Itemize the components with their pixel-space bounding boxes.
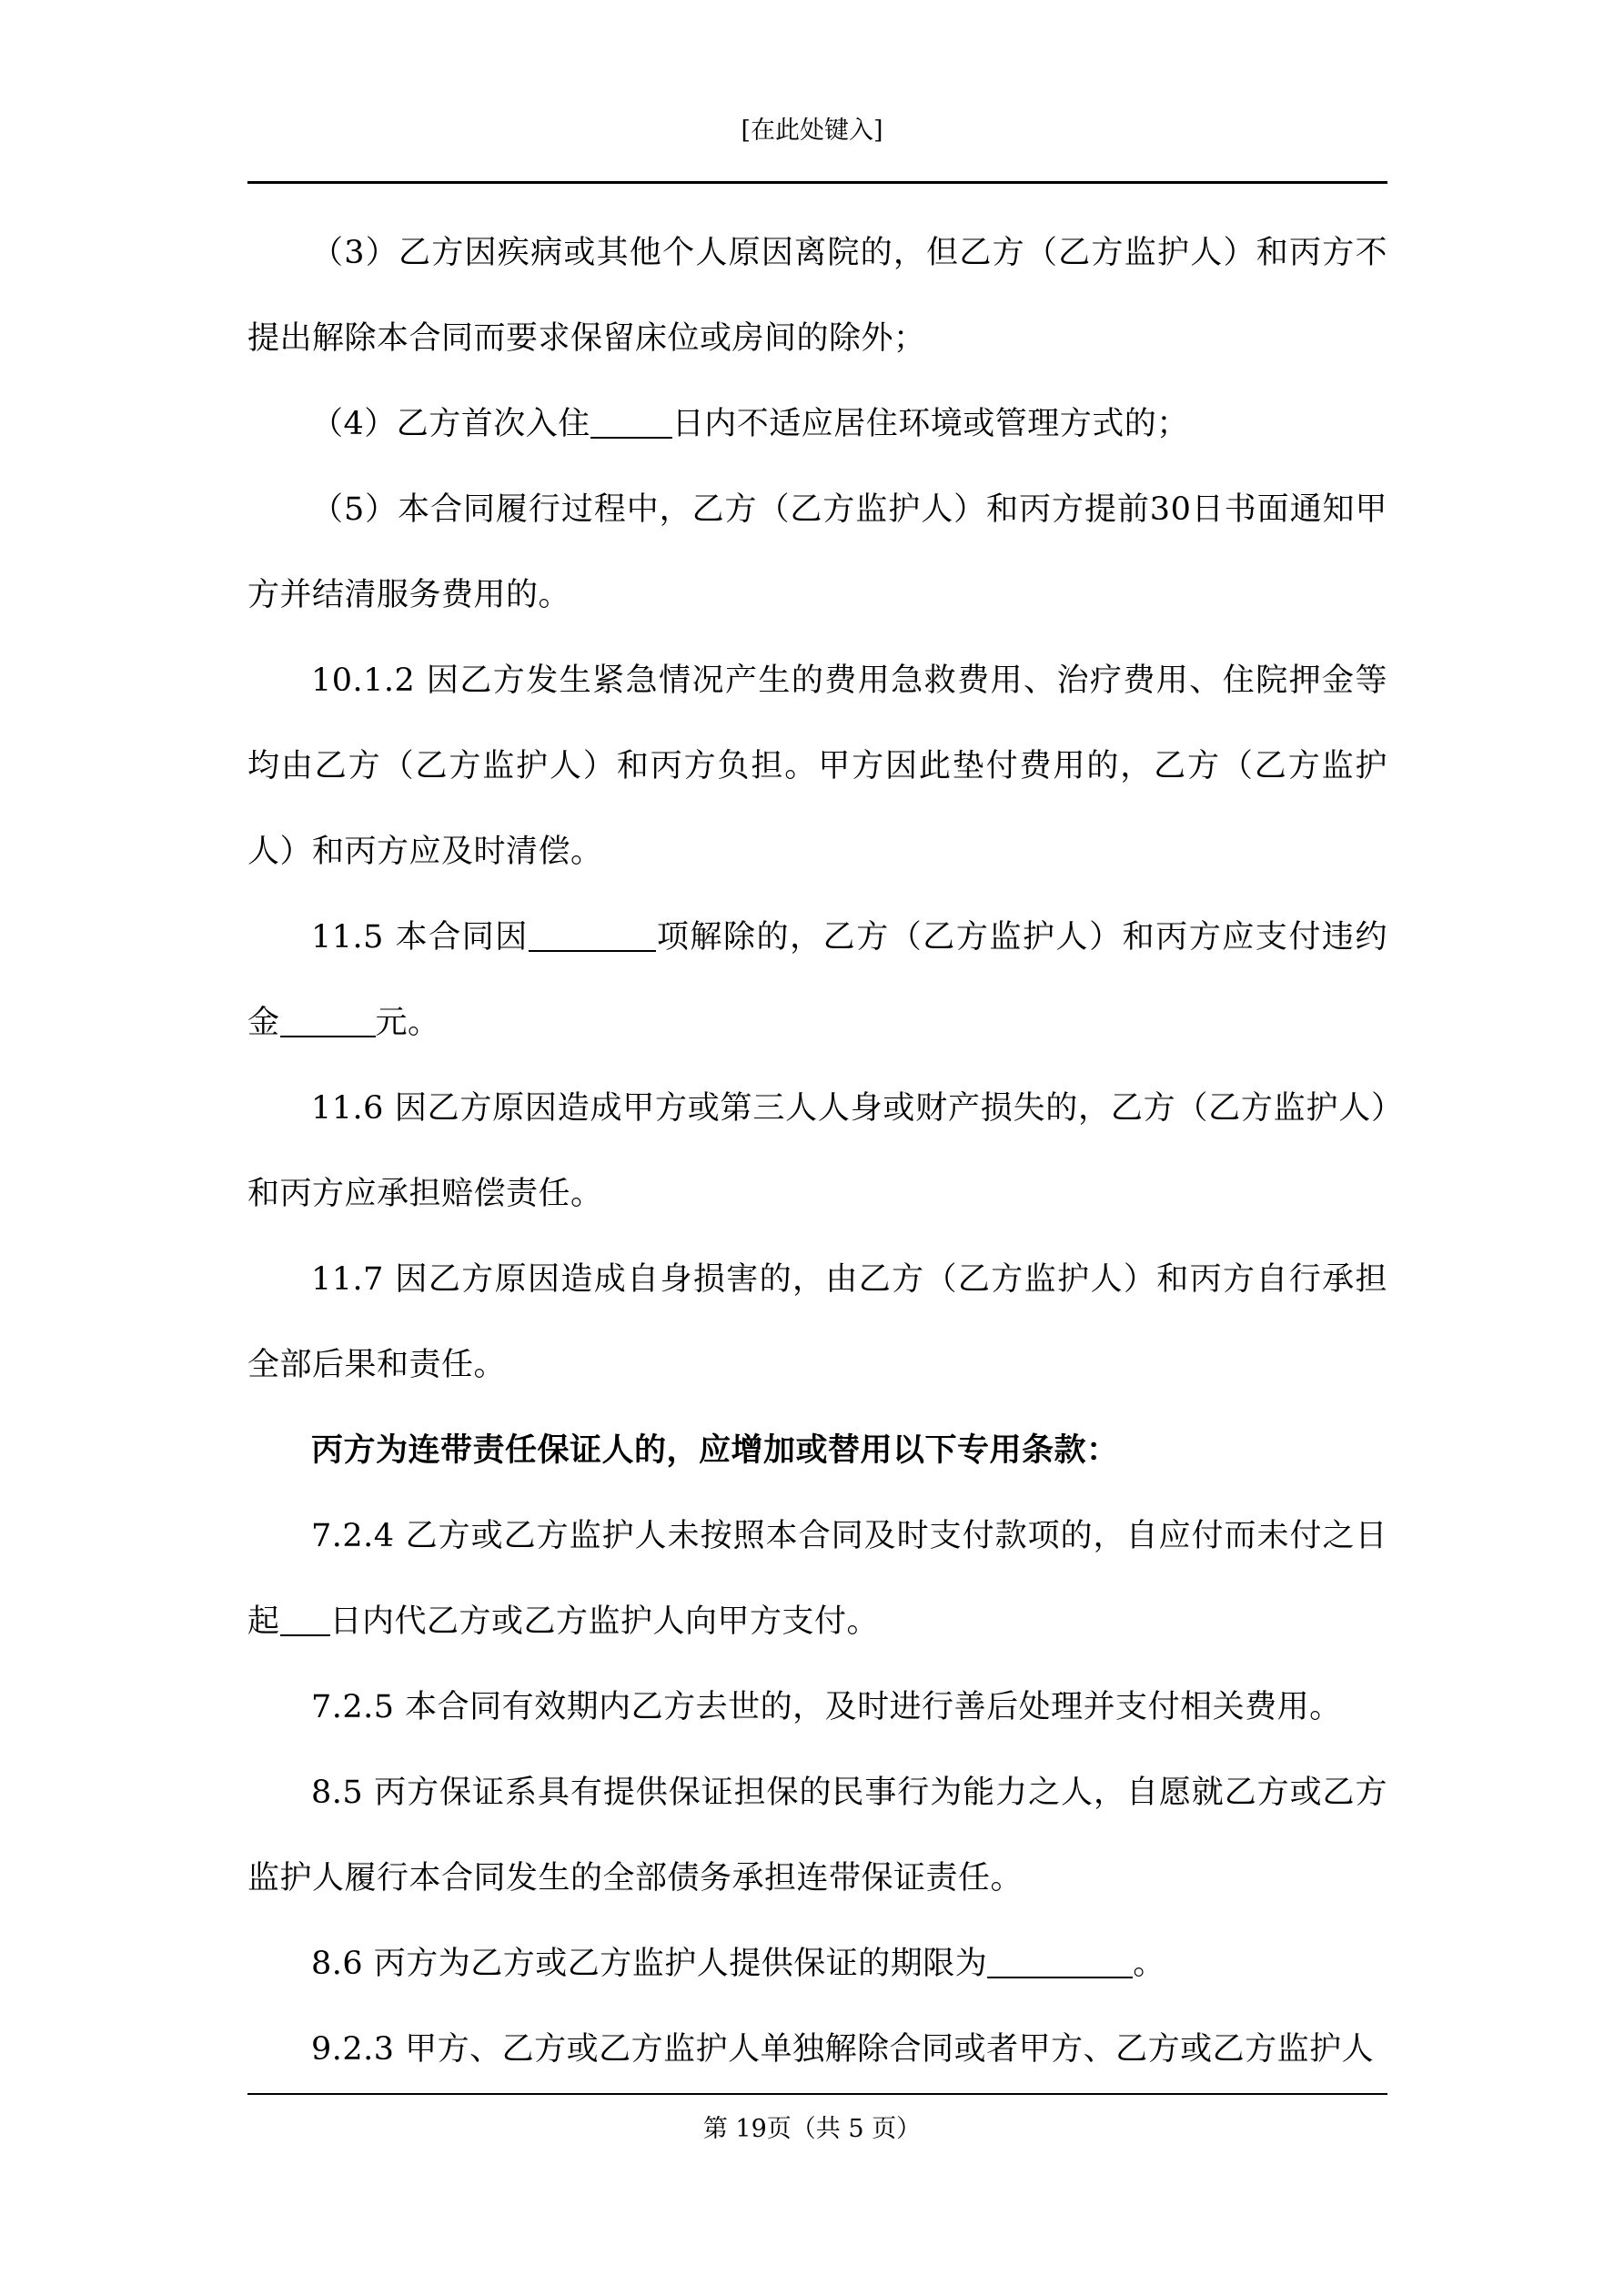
paragraph-text: 11.6 因乙方原因造成甲方或第三人人身或财产损失的，乙方（乙方监护人）和丙方应承担赔偿责任。 [247, 1090, 1387, 1212]
header-divider [247, 181, 1387, 184]
fill-in-blank-clause[interactable] [529, 918, 656, 952]
fill-in-blank-days[interactable] [280, 1603, 330, 1636]
page-header: [在此处键入] [741, 116, 883, 145]
paragraph-text: 11.5 本合同因 [311, 919, 529, 956]
paragraph-text: （5）本合同履行过程中，乙方（乙方监护人）和丙方提前30日书面通知甲方并结清服务费用的。 [247, 491, 1387, 613]
paragraph-text: 日内代乙方或乙方监护人向甲方支付。 [329, 1603, 880, 1640]
paragraph-text: 项解除的，乙方（乙方监护人）和丙方应支付违约金 [247, 919, 1387, 1041]
fill-in-blank-amount[interactable] [280, 1004, 376, 1037]
paragraph-clause-3 [247, 210, 1387, 381]
paragraph-text: （3）乙方因疾病或其他个人原因离院的，但乙方（乙方监护人）和丙方不提出解除本合同而要求保留床位或房间的除外； [247, 235, 1387, 357]
paragraph-text: 日内不适应居住环境或管理方式的； [671, 406, 1189, 442]
paragraph-text: 。 [1133, 1946, 1165, 1982]
paragraph-8-5 [247, 1750, 1387, 1921]
paragraph-text: （4）乙方首次入住 [311, 406, 590, 442]
heading-text: 丙方为连带责任保证人的，应增加或替用以下专用条款： [311, 1431, 1119, 1469]
paragraph-7-2-5 [247, 1664, 1387, 1750]
paragraph-text: 7.2.4 乙方或乙方监护人未按照本合同及时支付款项的，自应付而未付之日起 [247, 1518, 1387, 1640]
paragraph-7-2-4 [247, 1493, 1387, 1664]
paragraph-text: 9.2.3 甲方、乙方或乙方监护人单独解除合同或者甲方、乙方或乙方监护人 [311, 2031, 1375, 2068]
section-heading-guarantor [247, 1408, 1387, 1493]
paragraph-clause-4 [247, 381, 1387, 467]
paragraph-9-2-3 [247, 2007, 1387, 2092]
paragraph-11-7 [247, 1237, 1387, 1408]
fill-in-blank-period[interactable] [987, 1945, 1133, 1978]
paragraph-10-1-2 [247, 638, 1387, 895]
paragraph-clause-5 [247, 467, 1387, 638]
paragraph-text: 元。 [375, 1005, 440, 1041]
paragraph-8-6 [247, 1921, 1387, 2007]
paragraph-text: 8.6 丙方为乙方或乙方监护人提供保证的期限为 [311, 1946, 988, 1982]
fill-in-blank-days[interactable] [590, 405, 672, 439]
document-body [247, 210, 1387, 2092]
paragraph-text: 8.5 丙方保证系具有提供保证担保的民事行为能力之人，自愿就乙方或乙方监护人履行本合同发生的全部债务承担连带保证责任。 [247, 1775, 1387, 1896]
paragraph-text: 11.7 因乙方原因造成自身损害的，由乙方（乙方监护人）和丙方自行承担全部后果和责任。 [247, 1261, 1387, 1383]
page-footer: 第 19页（共 5 页） [702, 2115, 922, 2143]
paragraph-11-6 [247, 1066, 1387, 1237]
paragraph-text: 7.2.5 本合同有效期内乙方去世的，及时进行善后处理并支付相关费用。 [311, 1689, 1342, 1725]
paragraph-11-5 [247, 895, 1387, 1066]
paragraph-text: 10.1.2 因乙方发生紧急情况产生的费用急救费用、治疗费用、住院押金等均由乙方（乙方监护人）和丙方负担。甲方因此垫付费用的，乙方（乙方监护人）和丙方应及时清偿。 [247, 663, 1387, 870]
footer-divider [247, 2093, 1387, 2095]
